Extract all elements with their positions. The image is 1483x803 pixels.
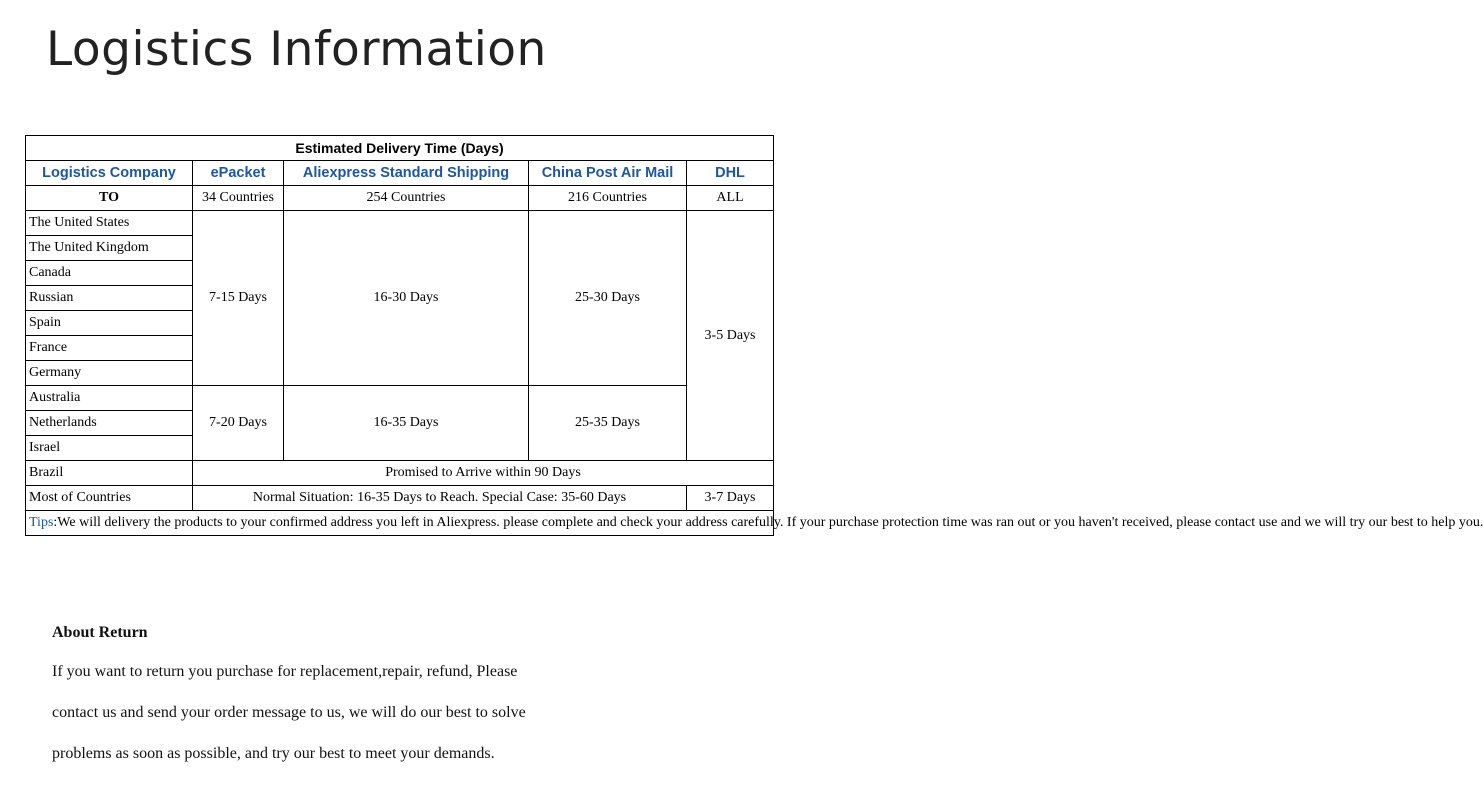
table-header-row <box>26 161 774 186</box>
most-countries-dhl: 3-7 Days <box>687 486 774 511</box>
country-cell: Most of Countries <box>26 486 193 511</box>
country-cell: Spain <box>26 311 193 336</box>
tips-row <box>26 511 774 536</box>
group2-china-post-days: 25-35 Days <box>529 386 687 461</box>
about-return-section <box>52 622 752 784</box>
about-return-line: contact us and send your order message to us, we will do our best to solve <box>52 704 526 721</box>
group1-aliexpress-days: 16-30 Days <box>284 211 529 386</box>
epacket-countries: 34 Countries <box>193 186 284 211</box>
country-cell: The United States <box>26 211 193 236</box>
table-title: Estimated Delivery Time (Days) <box>26 136 774 161</box>
dhl-days: 3-5 Days <box>687 211 774 461</box>
group1-epacket-days: 7-15 Days <box>193 211 284 386</box>
china-post-countries: 216 Countries <box>529 186 687 211</box>
country-cell: Canada <box>26 261 193 286</box>
table-row <box>26 486 774 511</box>
country-cell: Russian <box>26 286 193 311</box>
dhl-countries: ALL <box>687 186 774 211</box>
country-cell: France <box>26 336 193 361</box>
table-row <box>26 461 774 486</box>
about-return-line: If you want to return you purchase for replacement,repair, refund, Please <box>52 663 518 680</box>
country-cell: Israel <box>26 436 193 461</box>
about-return-heading: About Return <box>52 624 148 641</box>
table-title-row <box>26 136 774 161</box>
country-cell: Brazil <box>26 461 193 486</box>
brazil-delivery: Promised to Arrive within 90 Days <box>193 461 774 486</box>
header-logistics-company: Logistics Company <box>26 161 193 186</box>
group2-aliexpress-days: 16-35 Days <box>284 386 529 461</box>
group2-epacket-days: 7-20 Days <box>193 386 284 461</box>
aliexpress-countries: 254 Countries <box>284 186 529 211</box>
header-china-post: China Post Air Mail <box>529 161 687 186</box>
group1-china-post-days: 25-30 Days <box>529 211 687 386</box>
delivery-time-table <box>25 135 1483 536</box>
table-row <box>26 211 774 236</box>
tips-label: Tips <box>29 515 54 530</box>
destination-row <box>26 186 774 211</box>
tips-text: :We will delivery the products to your confirmed address you left in Aliexpress. please complete and check your address carefully. If your purchase protection time was ran out or you haven't received, please contact use and we will try our best to help you. <box>53 515 1483 530</box>
most-countries-delivery: Normal Situation: 16-35 Days to Reach. Special Case: 35-60 Days <box>193 486 687 511</box>
country-cell: Germany <box>26 361 193 386</box>
about-return-line: problems as soon as possible, and try our best to meet your demands. <box>52 745 495 762</box>
tips-cell <box>26 511 1483 536</box>
country-cell: Australia <box>26 386 193 411</box>
country-cell: Netherlands <box>26 411 193 436</box>
country-cell: The United Kingdom <box>26 236 193 261</box>
to-label: TO <box>26 186 193 211</box>
header-epacket: ePacket <box>193 161 284 186</box>
page-title: Logistics Information <box>46 22 547 77</box>
header-aliexpress-standard: Aliexpress Standard Shipping <box>284 161 529 186</box>
header-dhl: DHL <box>687 161 774 186</box>
table-row <box>26 386 774 411</box>
